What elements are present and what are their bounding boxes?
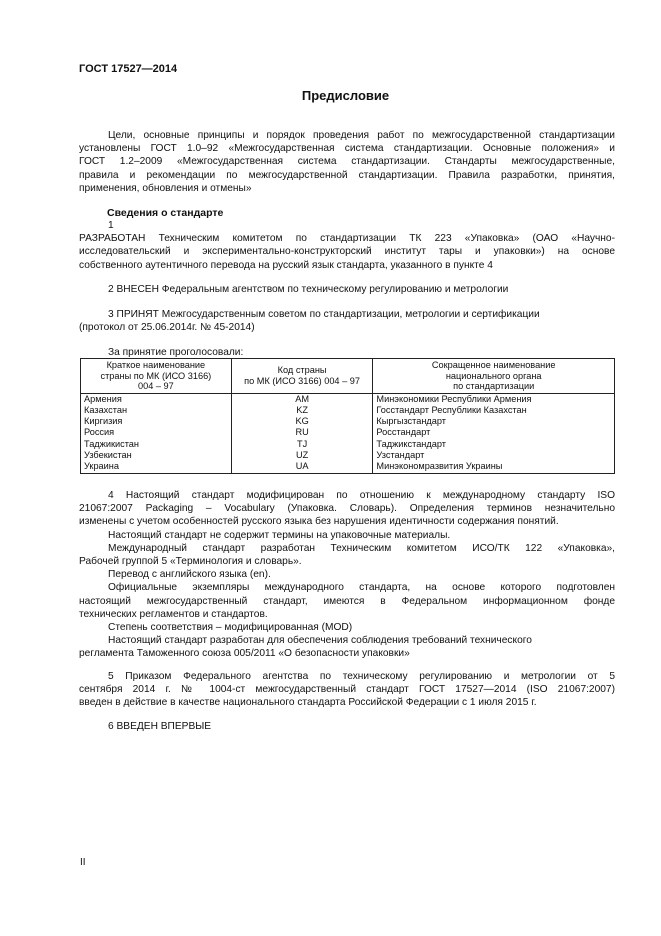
item-1-line: исследовательский и экспериментально-конструкторский институт тары и упаковки») на основе <box>79 246 615 258</box>
item-4-line: Официальные экземпляры международного стандарта, на основе которого подготовлен <box>108 582 615 594</box>
header-line: 004 – 97 <box>137 381 174 391</box>
item-4-line: Рабочей группой 5 «Терминология и словарь». <box>79 556 302 568</box>
body-cell: Минэкономики Республики Армения <box>373 393 615 405</box>
item-1-line: собственного аутентичного перевода на русский язык стандарта, указанного в пункте 4 <box>79 259 493 271</box>
header-country-name <box>81 359 232 394</box>
country-cell: Украина <box>81 461 232 473</box>
item-6-line: 6 ВВЕДЕН ВПЕРВЫЕ <box>108 721 212 732</box>
table-row <box>81 405 615 416</box>
item-4-line: 21067:2007 Packaging – Vocabulary (Упаковка. Словарь). Определения терминов незначительно <box>79 503 615 515</box>
item-4-line: настоящий межгосударственный стандарт, имеются в Федеральном информационном фонде <box>79 595 615 607</box>
item-5-line: 5 Приказом Федерального агентства по техническому регулированию и метрологии от 5 <box>108 671 615 682</box>
intro-line: применения, обновления и отмены» <box>79 182 252 194</box>
voting-table <box>80 358 615 474</box>
header-line: по стандартизации <box>453 381 535 391</box>
body-cell: Госстандарт Республики Казахстан <box>373 405 615 416</box>
page-number: II <box>80 857 86 868</box>
body-cell: Узстандарт <box>373 450 615 461</box>
body-cell: Росстандарт <box>373 427 615 438</box>
table-row <box>81 450 615 461</box>
table-row <box>81 393 615 405</box>
country-cell: Казахстан <box>81 405 232 416</box>
header-national-body <box>373 359 615 394</box>
code-cell: AM <box>231 393 373 405</box>
item-4-paragraph <box>79 489 615 661</box>
table-row <box>81 439 615 450</box>
item-3-paragraph <box>79 308 615 334</box>
item-4-line: Настоящий стандарт разработан для обеспечения соблюдения требований технического <box>108 635 532 647</box>
code-cell: KZ <box>231 405 373 416</box>
item-6-paragraph <box>79 720 615 733</box>
item-4-line: Международный стандарт разработан Техническим комитетом ИСО/ТК 122 «Упаковка», <box>108 542 615 554</box>
header-line: Сокращенное наименование <box>431 360 556 370</box>
code-cell: UA <box>231 461 373 473</box>
header-line: Код страны <box>277 365 327 376</box>
body-cell: Таджикстандарт <box>373 439 615 450</box>
body-cell: Кыргызстандарт <box>373 416 615 427</box>
item-2-paragraph <box>79 283 615 296</box>
header-country-code <box>231 359 373 394</box>
intro-line: ГОСТ 1.2–2009 «Межгосударственная система стандартизации. Стандарты межгосударственные, <box>79 156 615 168</box>
item-2-line: 2 ВНЕСЕН Федеральным агентством по техническому регулированию и метрологии <box>108 284 509 295</box>
code-cell: KG <box>231 416 373 427</box>
item-4-line: технических регламентов и стандартов. <box>79 608 268 620</box>
table-row <box>81 461 615 473</box>
country-cell: Узбекистан <box>81 450 232 461</box>
item-5-paragraph <box>79 670 615 710</box>
intro-line: правила и рекомендации по межгосударственной стандартизации. Правила разработки, принятия, <box>79 169 615 181</box>
code-cell: RU <box>231 427 373 438</box>
item-1-line: РАЗРАБОТАН Техническим комитетом по стандартизации ТК 223 «Упаковка» (ОАО «Научно- <box>79 233 615 245</box>
header-line: национального органа <box>445 370 542 381</box>
item-4-line: Степень соответствия – модифицированная (MOD) <box>108 622 353 634</box>
item-4-line: изменены с учетом особенностей русского языка без нарушения идентичности содержания понятий. <box>79 516 559 528</box>
item-1-number: 1 <box>108 220 114 231</box>
code-cell: TJ <box>231 439 373 450</box>
item-4-line: Настоящий стандарт не содержит термины на упаковочные материалы. <box>108 529 451 541</box>
intro-line: Цели, основные принципы и порядок проведения работ по межгосударственной стандартизации <box>108 130 615 141</box>
country-cell: Россия <box>81 427 232 438</box>
table-row <box>81 427 615 438</box>
item-4-line: регламента Таможенного союза 005/2011 «О безопасности упаковки» <box>79 648 410 660</box>
page-title: Предисловие <box>301 88 390 103</box>
country-cell: Таджикистан <box>81 439 232 450</box>
header-line: по МК (ИСО 3166) 004 – 97 <box>244 375 360 386</box>
body-cell: Минэкономразвития Украины <box>373 461 615 473</box>
item-5-line: введен в действие в качестве национального стандарта Российской Федерации с 1 июля 2015 г. <box>79 697 537 709</box>
item-4-line: Перевод с английского языка (en). <box>108 569 271 581</box>
item-4-line: 4 Настоящий стандарт модифицирован по отношению к международному стандарту ISO <box>108 490 615 501</box>
item-3-line: 3 ПРИНЯТ Межгосударственным советом по стандартизации, метрологии и сертификации <box>108 309 540 320</box>
item-1-paragraph <box>79 219 615 272</box>
item-3-line: (протокол от 25.06.2014г. № 45-2014) <box>79 322 255 334</box>
header-line: Краткое наименование <box>106 360 206 370</box>
vote-caption: За принятие проголосовали: <box>108 347 244 358</box>
item-5-line: сентября 2014 г. № 1004-ст межгосударственный стандарт ГОСТ 17527—2014 (ISO 21067:2007) <box>79 684 615 696</box>
table-row <box>81 416 615 427</box>
intro-paragraph <box>79 129 615 195</box>
code-cell: UZ <box>231 450 373 461</box>
header-line: страны по МК (ИСО 3166) <box>100 370 212 381</box>
country-cell: Армения <box>81 393 232 405</box>
intro-line: установлены ГОСТ 1.0–92 «Межгосударственная система стандартизации. Основные положения» и <box>79 143 615 155</box>
document-code: ГОСТ 17527—2014 <box>79 63 178 75</box>
country-cell: Киргизия <box>81 416 232 427</box>
section-heading: Сведения о стандарте <box>107 207 224 219</box>
table-header-row <box>81 359 615 394</box>
